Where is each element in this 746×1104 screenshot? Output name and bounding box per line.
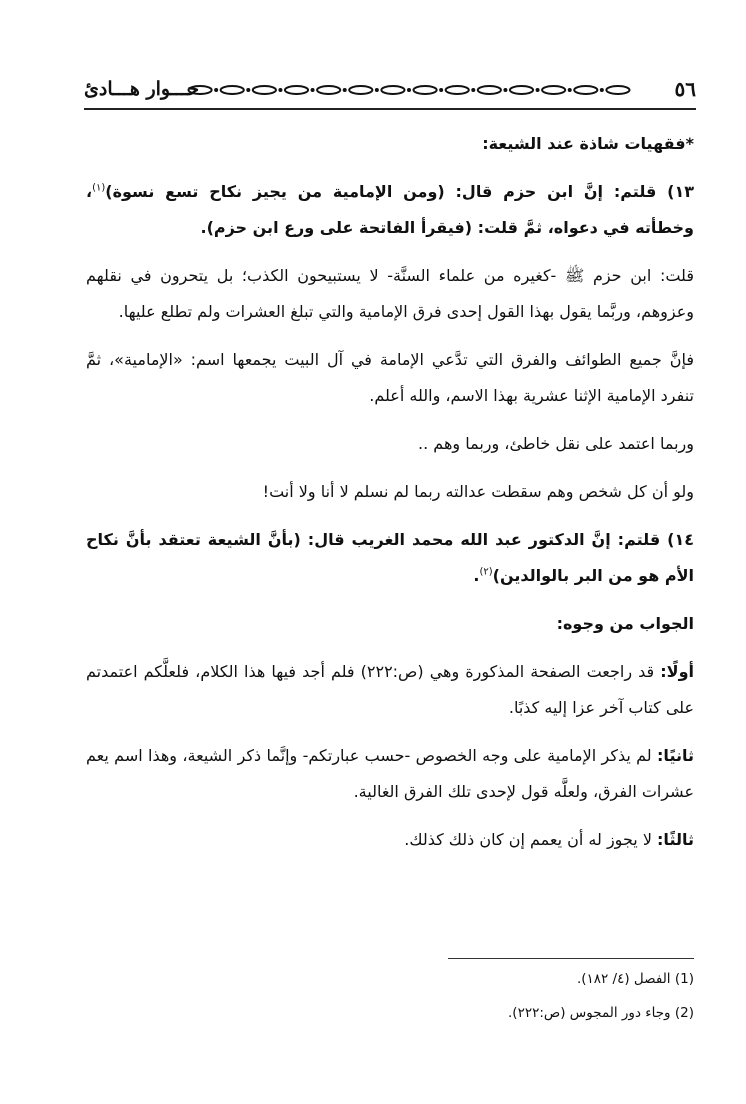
point-second-text: لم يذكر الإمامية على وجه الخصوص -حسب عبارتكم- وإنَّما ذكر الشيعة، وهذا اسم يعم عشرات الفرق، ولعلَّه قول لإحدى تلك الفرق الغالية. [86, 746, 694, 801]
running-header [84, 76, 696, 104]
ornament-link [574, 86, 597, 94]
footnote-2: (2) وجاء دور المجوس (ص:٢٢٢). [508, 1005, 694, 1021]
ornament-dot [600, 88, 604, 92]
point-second-label: ثانيًا: [657, 746, 694, 765]
ornament-dot [343, 88, 347, 92]
ornament-link [446, 86, 469, 94]
paragraph-13 [86, 174, 694, 246]
footnotes [294, 962, 694, 1030]
ornament-link [189, 86, 212, 94]
point-third-text: لا يجوز له أن يعمم إن كان ذلك كذلك. [404, 830, 658, 849]
point-first-text: قد راجعت الصفحة المذكورة وهي (ص:٢٢٢) فلم أجد فيها هذا الكلام، فلعلَّكم اعتمدتم على كتاب آخر عزا إليه كذبًا. [86, 662, 694, 717]
answer-heading: الجواب من وجوه: [556, 614, 694, 633]
ornament-dot [246, 88, 250, 92]
ornament-link [349, 86, 372, 94]
reply-paragraph-2: فإنَّ جميع الطوائف والفرق التي تدَّعي الإمامة في آل البيت يجمعها اسم: «الإمامية»، ثمَّ تنفرد الإمامية الإثنا عشرية بهذا الاسم، والله أعلم. [86, 350, 694, 405]
header-title: حـــوار هـــادئ [84, 78, 200, 100]
ornament-link [285, 86, 308, 94]
ornament-link [510, 86, 533, 94]
footnote-ref-1: (١) [92, 182, 106, 194]
point-second [86, 738, 694, 810]
reply-paragraph-3: وربما اعتمد على نقل خاطئ، وربما وهم .. [418, 434, 694, 453]
section-heading: *فقهيات شاذة عند الشيعة: [482, 134, 694, 153]
ornament-link [317, 86, 340, 94]
ornament-dot [407, 88, 411, 92]
page-number: ٥٦ [674, 77, 696, 101]
p13-line2: دعواه، ثمَّ قلت: (فيقرأ الفاتحة على ورع ابن حزم). [200, 218, 598, 237]
point-first [86, 654, 694, 726]
ornament-dot [214, 88, 218, 92]
ornament-link [542, 86, 565, 94]
ornament-dot [439, 88, 443, 92]
ornament-link [478, 86, 501, 94]
header-rule [84, 108, 696, 110]
ornament-dot [311, 88, 315, 92]
ornament-link [253, 86, 276, 94]
ornament-dot [503, 88, 507, 92]
point-third [86, 822, 694, 858]
paragraph-14 [86, 522, 694, 594]
p14-end: . [473, 566, 480, 585]
ornament-dot [471, 88, 475, 92]
footnote-ref-2: (٢) [479, 566, 493, 578]
ornament-divider [184, 84, 634, 96]
main-text [86, 126, 694, 870]
point-first-label: أولًا: [660, 662, 695, 681]
footnote-1: (1) الفصل (٤/ ١٨٢). [576, 971, 694, 987]
ornament-dot [568, 88, 572, 92]
ornament-link [381, 86, 404, 94]
ornament-link [606, 86, 629, 94]
footnote-rule [448, 958, 694, 959]
ornament-dot [278, 88, 282, 92]
ornament-link [221, 86, 244, 94]
p14-text: ١٤) قلتم: إنَّ الدكتور عبد الله محمد الغريب قال: (بأنَّ الشيعة تعتقد بأنَّ نكاح الأم هو من البر بالوالدين) [86, 530, 694, 585]
reply-paragraph-1: قلت: ابن حزم ﷺ -كغيره من علماء السنَّة- لا يستبيحون الكذب؛ بل يتحرون في نقلهم وعزوهم، وربَّما يقول بهذا القول إحدى فرق الإمامية والتي تبلغ العشرات ولم تطلع عليها. [86, 266, 694, 321]
p13-line1-end: ، وخطأته في [86, 182, 694, 237]
p13-line1: ١٣) قلتم: إنَّ ابن حزم قال: (ومن الإمامية من يجيز نكاح تسع نسوة) [105, 182, 694, 201]
point-third-label: ثالثًا: [657, 830, 694, 849]
ornament-dot [536, 88, 540, 92]
reply-paragraph-4: ولو أن كل شخص وهم سقطت عدالته ربما لم نسلم لا أنا ولا أنت! [262, 482, 694, 501]
ornament-dot [375, 88, 379, 92]
ornament-link [414, 86, 437, 94]
